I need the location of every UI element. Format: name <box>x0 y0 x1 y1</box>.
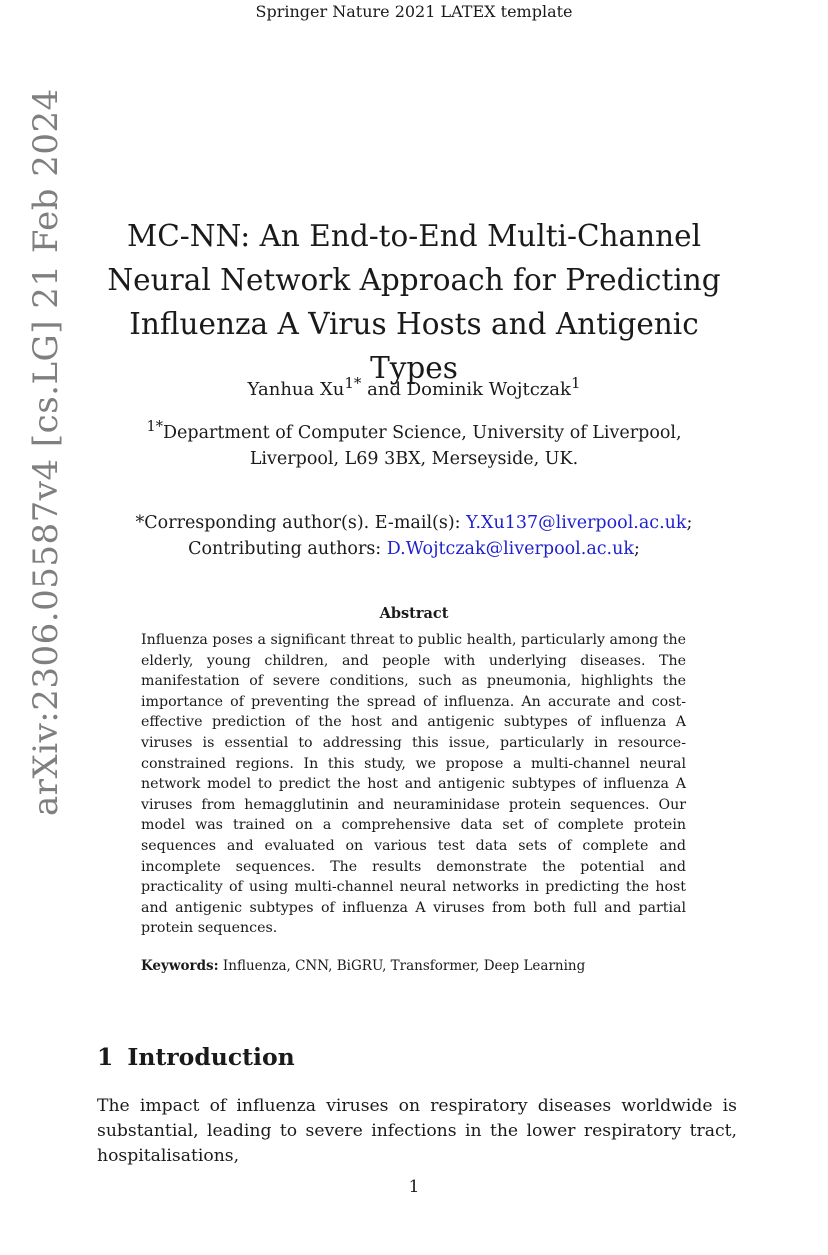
corresponding-author-line <box>80 510 748 536</box>
author-superscript: 1 <box>570 374 581 392</box>
running-header: Springer Nature 2021 LATEX template <box>255 2 573 21</box>
affiliation-superscript: 1* <box>146 418 164 435</box>
author-connector: and <box>361 379 407 400</box>
affiliation-text: Department of Computer Science, University of Liverpool, <box>163 422 682 443</box>
separator: ; <box>634 539 640 559</box>
separator: ; <box>686 513 693 533</box>
section-heading <box>97 1043 295 1071</box>
contributing-email-link[interactable]: D.Wojtczak@liverpool.ac.uk <box>386 539 634 559</box>
section-title: Introduction <box>127 1043 295 1071</box>
keywords <box>141 958 686 974</box>
arxiv-stamp: arXiv:2306.05587v4 [cs.LG] 21 Feb 2024 <box>26 88 66 816</box>
intro-paragraph: The impact of influenza viruses on respiratory diseases worldwide is substantial, leading to severe infections in the lower respiratory tract, hospitalisations, <box>97 1096 737 1166</box>
author-name: Yanhua Xu <box>247 379 345 400</box>
page-number: 1 <box>408 1177 420 1197</box>
corresponding-label: *Corresponding author(s). E-mail(s): <box>135 513 467 533</box>
paper-title: MC-NN: An End-to-End Multi-Channel Neural Network Approach for Predicting Influenza A Virus Hosts and Antigenic Types <box>107 219 721 385</box>
author-list <box>0 374 828 400</box>
corresponding-email-link[interactable]: Y.Xu137@liverpool.ac.uk <box>466 513 687 533</box>
affiliation-line <box>100 414 728 446</box>
contributing-label: Contributing authors: <box>188 539 387 559</box>
keywords-text: Influenza, CNN, BiGRU, Transformer, Deep Learning <box>218 958 586 974</box>
author-name: Dominik Wojtczak <box>406 379 571 400</box>
correspondence <box>80 510 748 562</box>
keywords-label: Keywords: <box>141 958 219 974</box>
section-number: 1 <box>97 1043 114 1071</box>
affiliation <box>100 414 728 472</box>
affiliation-line: Liverpool, L69 3BX, Merseyside, UK. <box>249 448 579 469</box>
abstract-text: Influenza poses a significant threat to public health, particularly among the elderly, young children, and people with underlying diseases. The manifestation of severe conditions, such as pneumonia, highlights the importance of preventing the spread of influenza. An accurate and cost-effective prediction of the host and antigenic subtypes of influenza A viruses is essential to addressing this issue, particularly in resource-constrained regions. In this study, we propose a multi-channel neural network model to predict the host and antigenic subtypes of influenza A viruses from hemagglutinin and neuraminidase protein sequences. Our model was trained on a comprehensive data set of complete protein sequences and evaluated on various test data sets of complete and incomplete sequences. The results demonstrate the potential and practicality of using multi-channel neural networks in predicting the host and antigenic subtypes of influenza A viruses from both full and partial protein sequences. <box>141 632 686 937</box>
abstract-heading: Abstract <box>379 605 449 622</box>
contributing-authors-line <box>80 536 748 562</box>
author-superscript: 1* <box>344 374 362 392</box>
